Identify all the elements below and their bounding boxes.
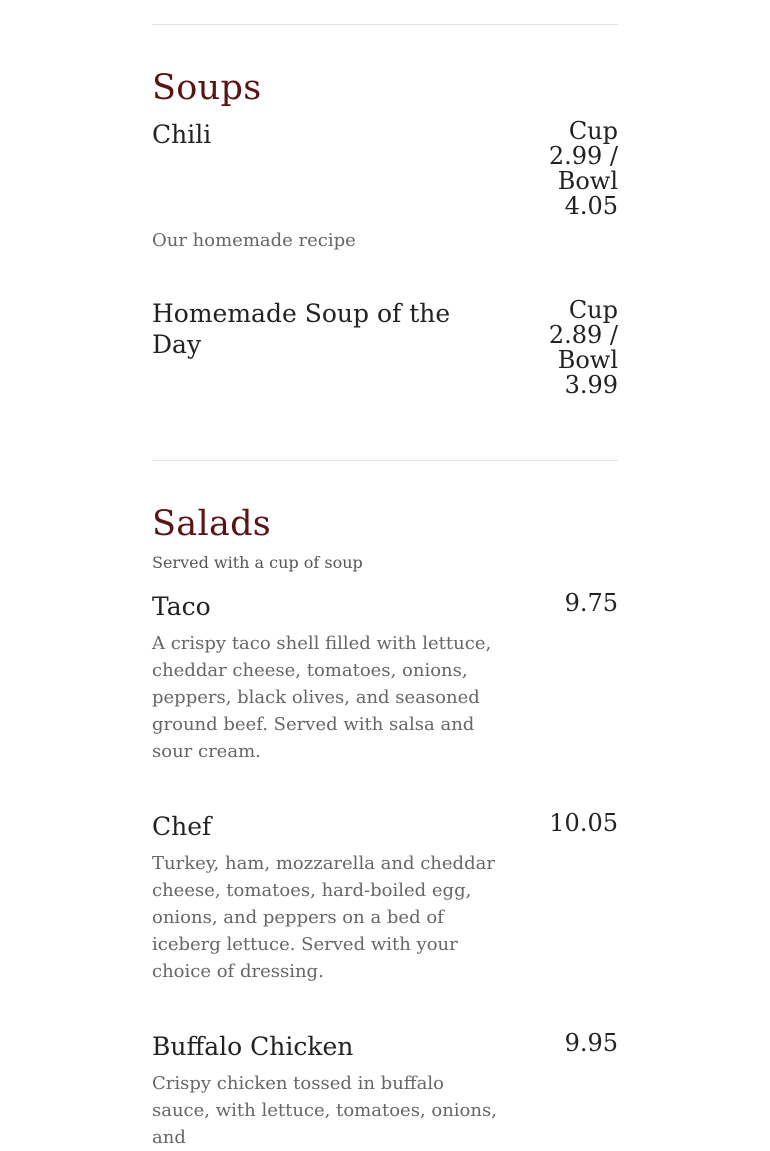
- item-price: 10.05: [549, 809, 618, 837]
- menu-item-soup-of-the-day: [152, 298, 618, 398]
- item-name: Homemade Soup of the Day: [152, 299, 451, 359]
- menu-item-buffalo-chicken: [152, 1031, 618, 1151]
- item-price: Cup 2.89 / Bowl 3.99: [548, 296, 618, 399]
- section-divider: [152, 460, 618, 461]
- section-soups: [152, 67, 618, 398]
- item-description: Crispy chicken tossed in buffalo sauce, with lettuce, tomatoes, onions, and: [152, 1073, 497, 1148]
- item-description: Our homemade recipe: [152, 230, 356, 251]
- section-divider: [152, 24, 618, 25]
- item-description: Turkey, ham, mozzarella and cheddar cheese, tomatoes, hard-boiled egg, onions, and peppers on a bed of iceberg lettuce. Served with your choice of dressing.: [152, 853, 495, 982]
- item-name: Buffalo Chicken: [152, 1032, 354, 1061]
- item-price: 9.95: [564, 1029, 618, 1057]
- section-salads: [152, 503, 618, 1151]
- item-price: Cup 2.99 / Bowl 4.05: [548, 117, 618, 220]
- item-price: 9.75: [564, 589, 618, 617]
- menu-item-chef: [152, 811, 618, 985]
- menu: [152, 0, 618, 1151]
- section-note: Served with a cup of soup: [152, 553, 363, 572]
- section-title: Salads: [152, 504, 272, 544]
- menu-item-chili: [152, 119, 618, 254]
- item-name: Chili: [152, 120, 212, 149]
- section-title: Soups: [152, 68, 262, 108]
- item-description: A crispy taco shell filled with lettuce, cheddar cheese, tomatoes, onions, peppers, black olives, and seasoned ground beef. Served with salsa and sour cream.: [152, 633, 492, 762]
- menu-item-taco: [152, 591, 618, 765]
- item-name: Taco: [152, 592, 211, 621]
- item-name: Chef: [152, 812, 212, 841]
